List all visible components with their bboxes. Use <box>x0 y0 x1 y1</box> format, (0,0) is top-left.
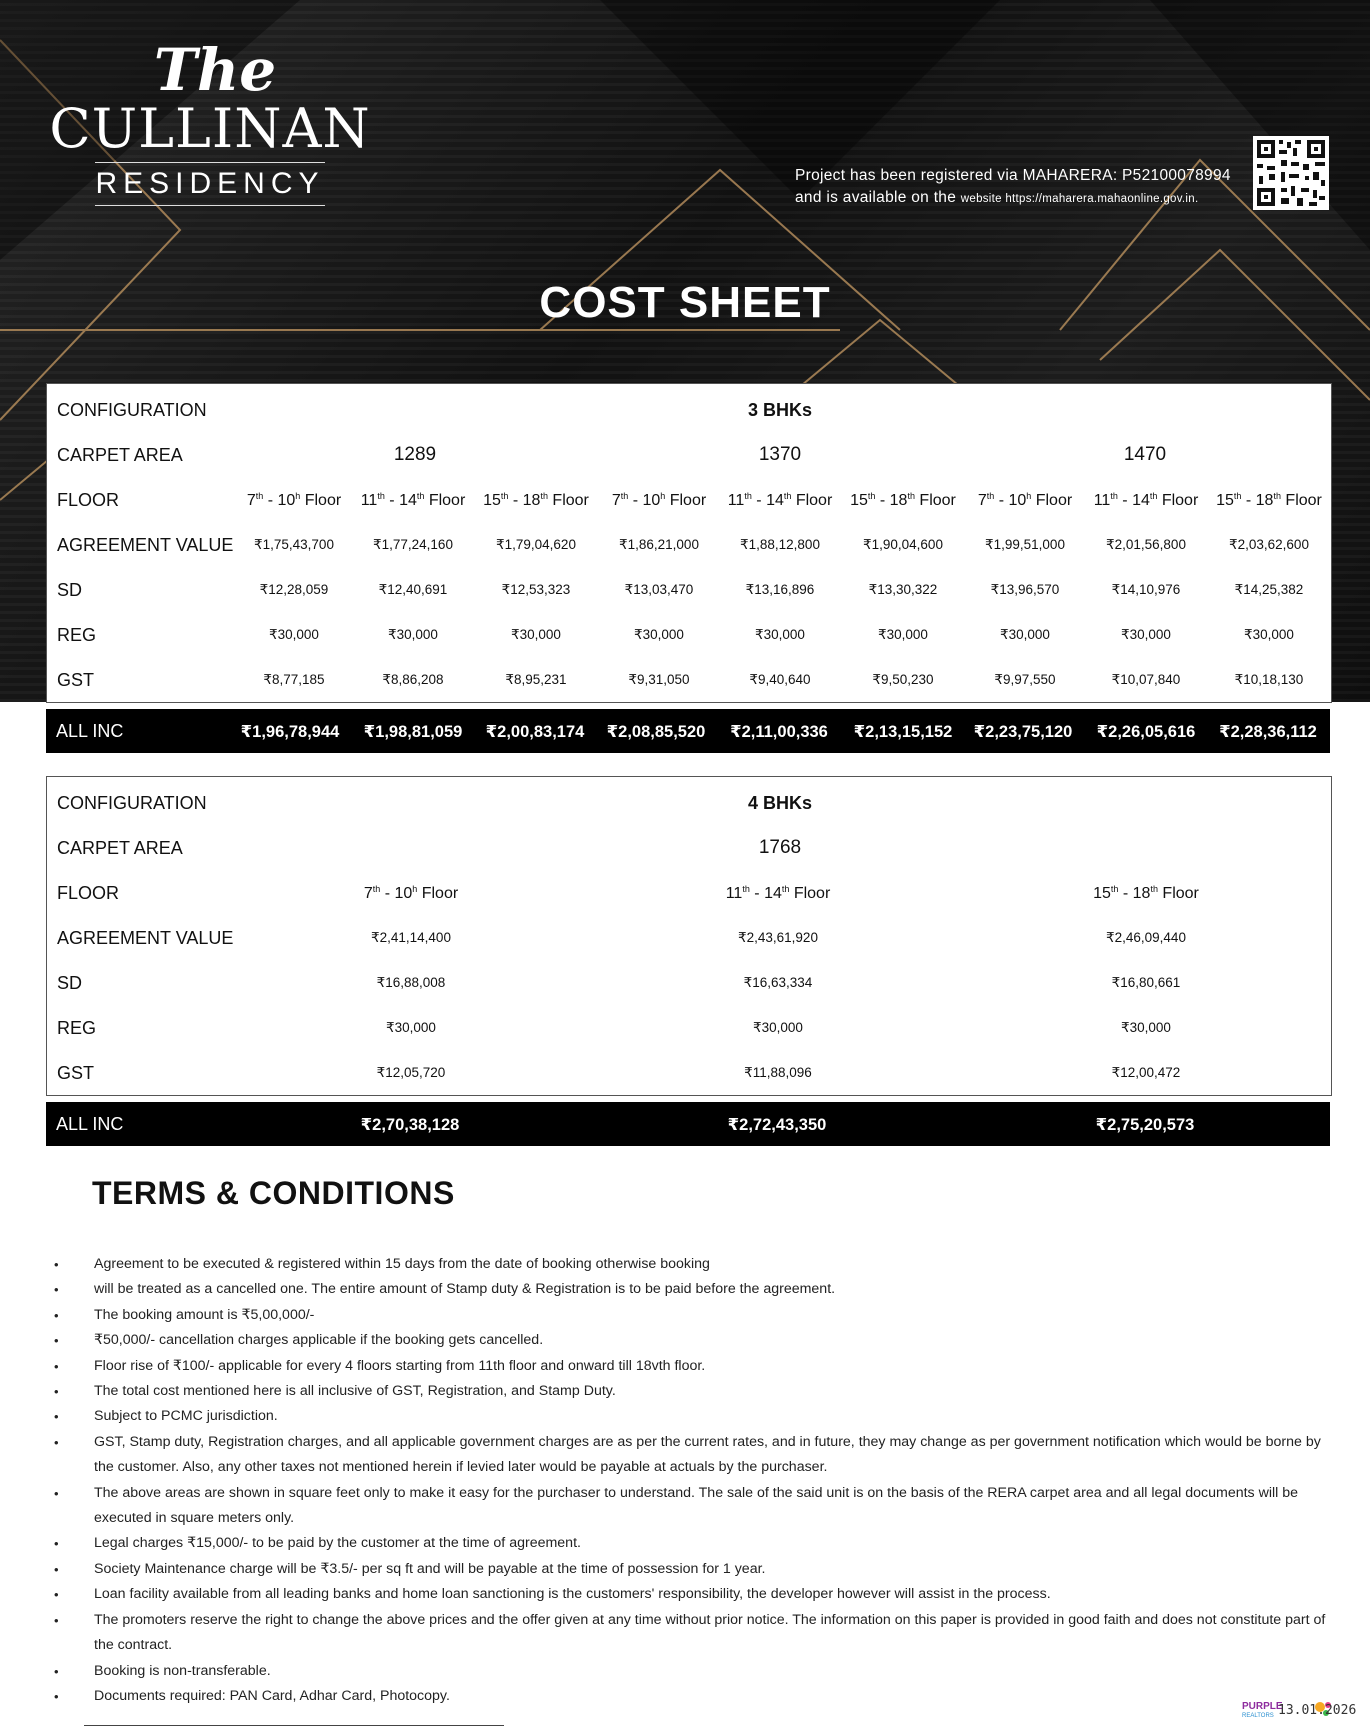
reg-value: ₹30,000 <box>386 1020 436 1035</box>
agreement-value: ₹1,90,04,600 <box>863 537 943 552</box>
sd-value: ₹12,53,323 <box>501 582 571 597</box>
svg-text:REALTORS: REALTORS <box>1242 1713 1274 1719</box>
reg-value: ₹30,000 <box>1121 627 1171 642</box>
agreement-value: ₹2,43,61,920 <box>738 930 818 945</box>
all_inc-value: ₹2,23,75,120 <box>973 723 1073 741</box>
reg-value: ₹30,000 <box>511 627 561 642</box>
agreement-value: ₹1,77,24,160 <box>373 537 453 552</box>
label-sd: SD <box>57 579 83 600</box>
table-row-gst <box>47 1051 1331 1095</box>
sd-value: ₹13,96,570 <box>990 582 1060 597</box>
carpet-area-value: 1768 <box>758 837 802 858</box>
reg-value: ₹30,000 <box>1244 627 1294 642</box>
logo-the: The <box>153 36 277 104</box>
all_inc-value: ₹2,26,05,616 <box>1096 723 1196 741</box>
label-configuration: CONFIGURATION <box>57 399 207 420</box>
all_inc-value: ₹2,70,38,128 <box>360 1116 460 1134</box>
logo-name: CULLINAN <box>49 97 371 160</box>
gst-value: ₹9,31,050 <box>628 672 690 687</box>
floor-value: 7th - 10$^h$ Floor <box>363 883 459 902</box>
table-row-agreement <box>47 523 1331 567</box>
table-row-floor <box>47 478 1331 522</box>
date-stamp: 13.01.2026 <box>1278 1703 1357 1718</box>
label-reg: REG <box>57 624 97 645</box>
rera-line-2-prefix: and is available on the <box>795 189 957 206</box>
carpet-area-value: 1370 <box>758 444 802 465</box>
all_inc-value: ₹2,13,15,152 <box>853 723 953 741</box>
label-gst: GST <box>57 669 95 690</box>
floor-value: 11th - 14th Floor <box>360 490 466 509</box>
agreement-value: ₹1,88,12,800 <box>740 537 820 552</box>
sd-value: ₹13,30,322 <box>868 582 938 597</box>
table-row-agreement <box>47 916 1331 960</box>
list-item: • Loan facility available from all leading banks and home loan sanctioning is the customers' responsibility, the developer however will assist in the process. <box>50 1582 1340 1607</box>
terms-list <box>50 1252 1340 1709</box>
table-row-sd <box>47 961 1331 1005</box>
agreement-value: ₹2,01,56,800 <box>1106 537 1186 552</box>
reg-value: ₹30,000 <box>634 627 684 642</box>
floor-value: 15th - 18th Floor <box>1216 490 1322 509</box>
all_inc-value: ₹2,00,83,174 <box>485 723 585 741</box>
sd-value: ₹16,63,334 <box>743 975 813 990</box>
gst-value: ₹8,86,208 <box>382 672 444 687</box>
sd-value: ₹14,10,976 <box>1111 582 1181 597</box>
all_inc-value: ₹1,98,81,059 <box>363 723 463 741</box>
list-item: • GST, Stamp duty, Registration charges, and all applicable government charges are as per the current rates, and in future, they may change as per government notification which would be borne by the customer. Also, any other taxes not mentioned herein if levied later would be payable at actuals by the purchaser. <box>50 1430 1340 1481</box>
label-floor: FLOOR <box>57 489 120 510</box>
reg-value: ₹30,000 <box>269 627 319 642</box>
sd-value: ₹13,16,896 <box>745 582 815 597</box>
list-item: • Subject to PCMC jurisdiction. <box>50 1404 1340 1429</box>
all_inc-value: ₹2,72,43,350 <box>727 1116 827 1134</box>
floor-value: 15th - 18th Floor <box>483 490 589 509</box>
all_inc-value: ₹1,96,78,944 <box>240 723 340 741</box>
carpet-area-value: 1289 <box>393 444 437 465</box>
rera-notice <box>795 165 1255 210</box>
agreement-value: ₹1,99,51,000 <box>985 537 1065 552</box>
floor-value: 11th - 14th Floor <box>725 883 831 902</box>
list-item: • The above areas are shown in square feet only to make it easy for the purchaser to understand. The sale of the said unit is on the basis of the RERA carpet area and all legal documents will be executed in square meters only. <box>50 1481 1340 1532</box>
agreement-value: ₹1,86,21,000 <box>619 537 699 552</box>
carpet-area-value: 1470 <box>1123 444 1167 465</box>
gst-value: ₹9,50,230 <box>872 672 934 687</box>
gst-value: ₹12,05,720 <box>376 1065 446 1080</box>
gst-value: ₹9,97,550 <box>994 672 1056 687</box>
gst-value: ₹8,77,185 <box>263 672 325 687</box>
reg-value: ₹30,000 <box>1000 627 1050 642</box>
label-agreement-value: AGREEMENT VALUE <box>57 534 234 555</box>
list-item: • The promoters reserve the right to change the above prices and the offer given at any time without prior notice. The information on this paper is provided in good faith and does not constitute part of the contract. <box>50 1608 1340 1659</box>
gst-value: ₹9,40,640 <box>749 672 811 687</box>
floor-value: 11th - 14th Floor <box>727 490 833 509</box>
table-4bhk <box>46 776 1332 1096</box>
floor-value: 11th - 14th Floor <box>1093 490 1199 509</box>
gst-value: ₹10,18,130 <box>1234 672 1304 687</box>
table-row-reg <box>47 1006 1331 1050</box>
agreement-value: ₹2,46,09,440 <box>1106 930 1186 945</box>
all-inc-row-3bhk <box>46 709 1330 753</box>
brand-logo <box>40 36 380 220</box>
list-item: • Agreement to be executed & registered within 15 days from the date of booking otherwise booking <box>50 1252 1340 1277</box>
label-sd: SD <box>57 972 83 993</box>
floor-value: 15th - 18th Floor <box>850 490 956 509</box>
reg-value: ₹30,000 <box>755 627 805 642</box>
floor-value: 15th - 18th Floor <box>1093 883 1199 902</box>
gst-value: ₹12,00,472 <box>1111 1065 1181 1080</box>
gst-value: ₹8,95,231 <box>505 672 567 687</box>
list-item: • Legal charges ₹15,000/- to be paid by the customer at the time of agreement. <box>50 1531 1340 1556</box>
list-item: • The total cost mentioned here is all inclusive of GST, Registration, and Stamp Duty. <box>50 1379 1340 1404</box>
logo-residency: RESIDENCY <box>95 162 324 206</box>
svg-text:PURPLE: PURPLE <box>1242 1701 1283 1712</box>
table-row-sd <box>47 568 1331 612</box>
list-item: • Floor rise of ₹100/- applicable for every 4 floors starting from 11th floor and onward till 18vth floor. <box>50 1354 1340 1379</box>
sd-value: ₹16,80,661 <box>1111 975 1181 990</box>
table-row-gst <box>47 658 1331 702</box>
all_inc-value: ₹2,08,85,520 <box>606 723 706 741</box>
reg-value: ₹30,000 <box>753 1020 803 1035</box>
table-row-configuration <box>47 388 1331 432</box>
list-item: • Documents required: PAN Card, Adhar Card, Photocopy. <box>50 1684 1340 1709</box>
configuration-value: 3 BHKs <box>747 399 813 420</box>
label-all-inc: ALL INC <box>56 721 124 741</box>
sd-value: ₹16,88,008 <box>376 975 446 990</box>
gst-value: ₹11,88,096 <box>744 1065 812 1080</box>
sd-value: ₹13,03,470 <box>624 582 694 597</box>
list-item: • Society Maintenance charge will be ₹3.5/- per sq ft and will be payable at the time of possession for 1 year. <box>50 1557 1340 1582</box>
table-row-carpet-area <box>47 433 1331 477</box>
all_inc-value: ₹2,11,00,336 <box>730 723 828 741</box>
list-item: • Booking is non-transferable. <box>50 1659 1340 1684</box>
floor-value: 7th - 10$^h$ Floor <box>977 490 1073 509</box>
divider-line <box>84 1725 504 1726</box>
agreement-value: ₹2,03,62,600 <box>1229 537 1309 552</box>
rera-line-2 <box>795 187 1255 210</box>
floor-value: 7th - 10$^h$ Floor <box>246 490 342 509</box>
floor-value: 7th - 10$^h$ Floor <box>611 490 707 509</box>
rera-website: website https://maharera.mahaonline.gov.in. <box>960 193 1199 205</box>
label-all-inc: ALL INC <box>56 1114 124 1134</box>
all_inc-value: ₹2,28,36,112 <box>1219 723 1317 741</box>
list-item: • ₹50,000/- cancellation charges applicable if the booking gets cancelled. <box>50 1328 1340 1353</box>
agreement-value: ₹1,75,43,700 <box>254 537 334 552</box>
agreement-value: ₹1,79,04,620 <box>496 537 576 552</box>
table-row-configuration <box>47 781 1331 825</box>
label-gst: GST <box>57 1062 95 1083</box>
label-configuration: CONFIGURATION <box>57 792 207 813</box>
gst-value: ₹10,07,840 <box>1111 672 1181 687</box>
reg-value: ₹30,000 <box>878 627 928 642</box>
list-item: • will be treated as a cancelled one. The entire amount of Stamp duty & Registration is to be paid before the agreement. <box>50 1277 1340 1302</box>
label-reg: REG <box>57 1017 97 1038</box>
configuration-value: 4 BHKs <box>747 792 813 813</box>
all_inc-value: ₹2,75,20,573 <box>1095 1116 1195 1134</box>
rera-line-1: Project has been registered via MAHARERA: P52100078994 <box>795 167 1231 184</box>
table-row-carpet-area <box>47 826 1331 870</box>
reg-value: ₹30,000 <box>388 627 438 642</box>
page-title: COST SHEET <box>539 278 831 327</box>
sd-value: ₹12,28,059 <box>259 582 329 597</box>
qr-code-icon <box>1253 136 1329 210</box>
label-carpet-area: CARPET AREA <box>57 444 183 465</box>
label-floor: FLOOR <box>57 882 120 903</box>
sd-value: ₹12,40,691 <box>378 582 448 597</box>
table-row-reg <box>47 613 1331 657</box>
sd-value: ₹14,25,382 <box>1234 582 1304 597</box>
list-item: • The booking amount is ₹5,00,000/- <box>50 1303 1340 1328</box>
label-carpet-area: CARPET AREA <box>57 837 183 858</box>
label-agreement-value: AGREEMENT VALUE <box>57 927 234 948</box>
all-inc-row-4bhk <box>46 1102 1330 1146</box>
table-row-floor <box>47 871 1331 915</box>
table-3bhk <box>46 383 1332 703</box>
reg-value: ₹30,000 <box>1121 1020 1171 1035</box>
terms-title: TERMS & CONDITIONS <box>92 1175 455 1211</box>
agreement-value: ₹2,41,14,400 <box>371 930 451 945</box>
